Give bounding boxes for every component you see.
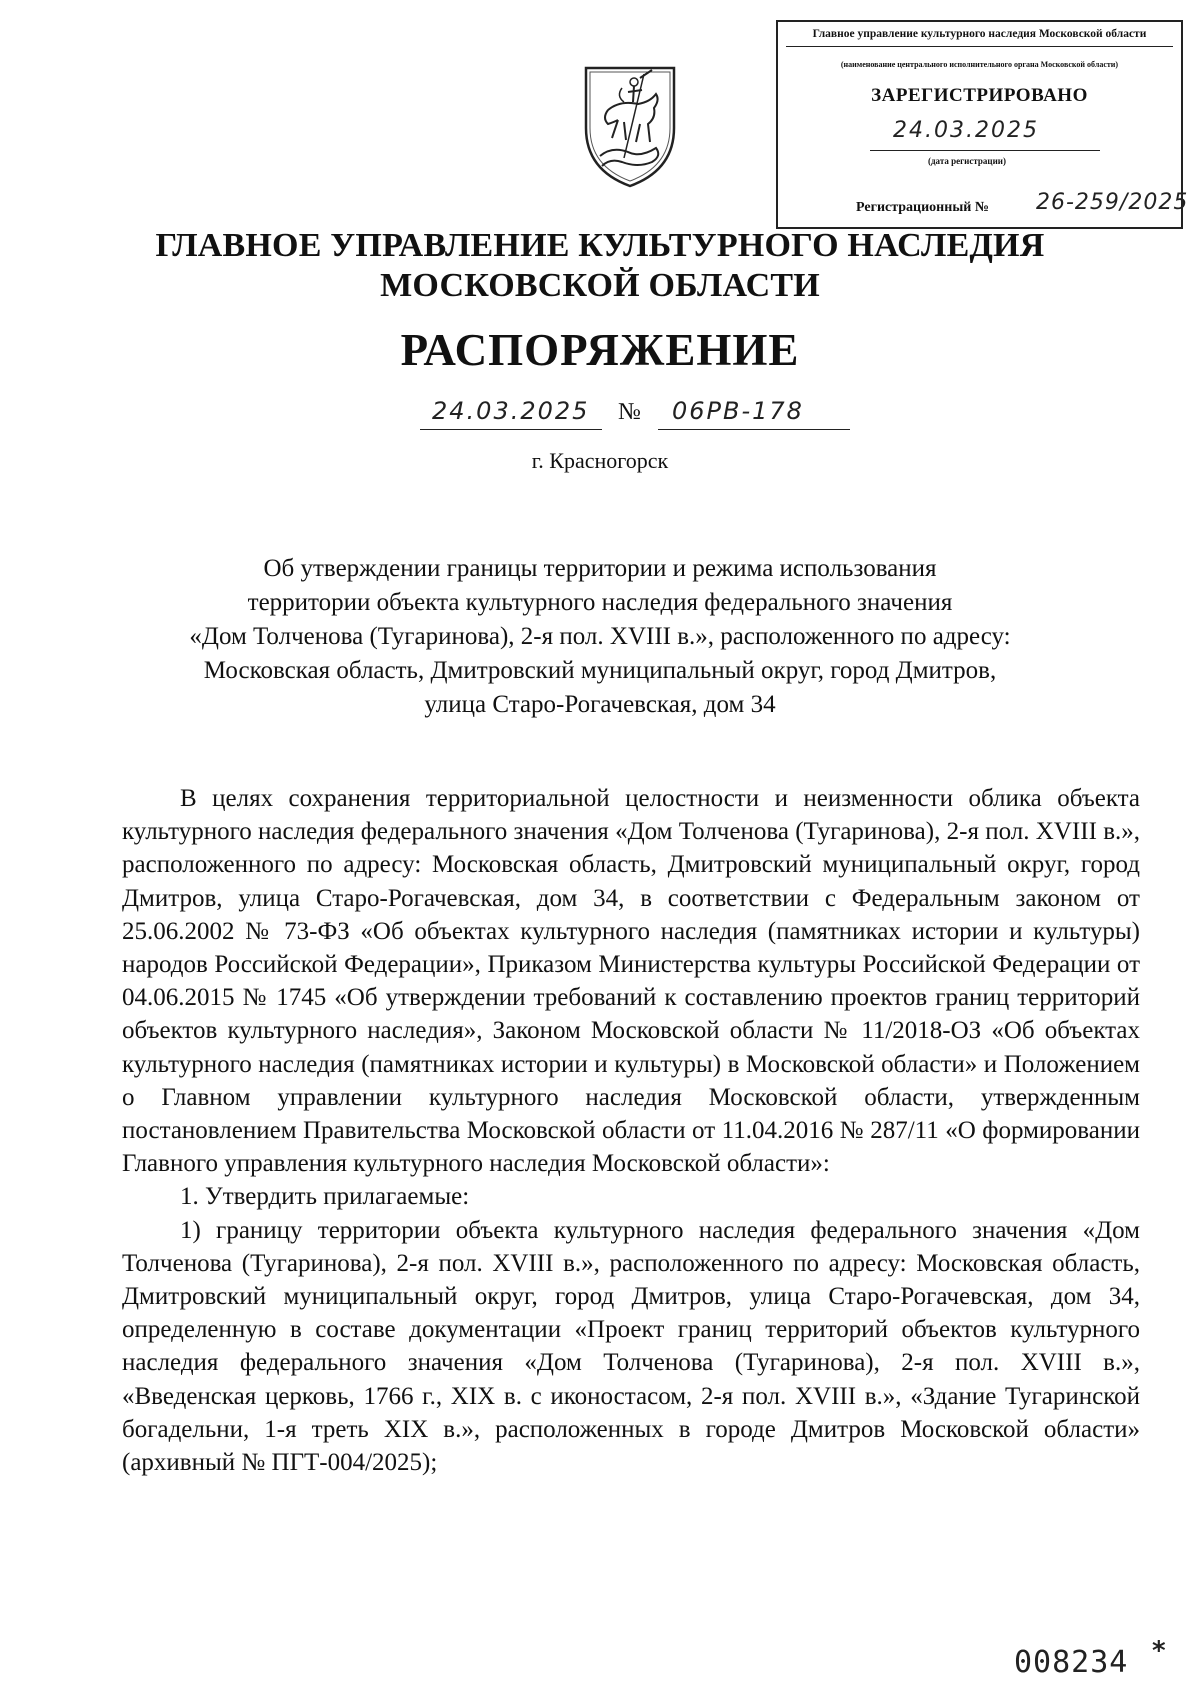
document-type-heading: РАСПОРЯЖЕНИЕ: [400, 325, 800, 375]
subject-line-2: территории объекта культурного наследия федерального значения: [247, 589, 953, 616]
stamp-regno-label: Регистрационный №: [856, 200, 989, 215]
stamp-divider: [786, 46, 1173, 47]
stamp-date-underline: [870, 150, 1100, 151]
document-subject: [150, 552, 1050, 722]
document-date-number-line: [420, 397, 860, 437]
coat-of-arms-icon: [578, 58, 682, 192]
stamp-registration-date: 24.03.2025: [893, 118, 1039, 143]
document-number: 06РВ-178: [672, 397, 804, 425]
body-item-1-1: 1) границу территории объекта культурного наследия федерального значения «Дом Толченова (Тугаринова), 2-я пол. XVIII в.», расположенного по адресу: Московская область, Дмитровский муниципальный округ, город Дмитров, улица Старо-Рогачевская, дом 34, определенную в составе документации «Проект границ территорий объектов культурного наследия федерального значения «Дом Толченова (Тугаринова), 2-я пол. XVIII в.», «Введенская церковь, 1766 г., XIX в. с иконостасом, 2-я пол. XVIII в.», «Здание Тугаринской богадельни, 1-я треть XIX в.», расположенных в городе Дмитров Московской области» (архивный № ПГТ-004/2025);: [122, 1216, 1140, 1477]
subject-line-5: улица Старо-Рогачевская, дом 34: [424, 691, 776, 718]
stamp-agency-note: (наименование центрального исполнительного органа Московской области): [840, 60, 1119, 69]
document-date: 24.03.2025: [432, 397, 590, 425]
subject-line-4: Московская область, Дмитровский муниципальный округ, город Дмитров,: [203, 657, 997, 684]
serial-asterisk: *: [1152, 1636, 1166, 1666]
subject-line-3: «Дом Толченова (Тугаринова), 2-я пол. XVIII в.», расположенного по адресу:: [189, 623, 1011, 650]
stamp-regno-value: 26-259/2025: [1036, 190, 1189, 215]
organization-title-line-1: ГЛАВНОЕ УПРАВЛЕНИЕ КУЛЬТУРНОГО НАСЛЕДИЯ: [155, 227, 1045, 264]
stamp-registered-label: ЗАРЕГИСТРИРОВАНО: [871, 85, 1088, 106]
number-underline: [658, 429, 850, 430]
stamp-date-note: (дата регистрации): [928, 156, 1006, 166]
document-body: [122, 782, 1140, 1479]
organization-title-line-2: МОСКОВСКОЙ ОБЛАСТИ: [380, 267, 820, 304]
document-city: г. Красногорск: [531, 448, 669, 473]
organization-title: [150, 226, 1050, 306]
document-serial-number: 008234: [1014, 1645, 1129, 1680]
subject-line-1: Об утверждении границы территории и режима использования: [263, 555, 937, 582]
date-underline: [420, 429, 602, 430]
number-sign: №: [618, 399, 641, 425]
body-item-1: 1. Утвердить прилагаемые:: [180, 1183, 470, 1211]
registration-stamp: [776, 20, 1189, 229]
stamp-agency-name: Главное управление культурного наследия Московской области: [812, 28, 1147, 40]
body-preamble: В целях сохранения территориальной целостности и неизменности облика объекта культурного наследия федерального значения «Дом Толченова (Тугаринова), 2-я пол. XVIII в.», расположенного по адресу: Московская область, Дмитровский муниципальный округ, город Дмитров, улица Старо-Рогачевская, дом 34, в соответствии с Федеральным законом от 25.06.2002 № 73-ФЗ «Об объектах культурного наследия (памятниках истории и культуры) народов Российской Федерации», Приказом Министерства культуры Российской Федерации от 04.06.2015 № 1745 «Об утверждении требований к составлению проектов границ территорий объектов культурного наследия», Законом Московской области № 11/2018-ОЗ «Об объектах культурного наследия (памятниках истории и культуры) в Московской области» и Положением о Главном управлении культурного наследия Московской области, утвержденным постановлением Правительства Московской области от 11.04.2016 № 287/11 «О формировании Главного управления культурного наследия Московской области»:: [122, 785, 1140, 1178]
